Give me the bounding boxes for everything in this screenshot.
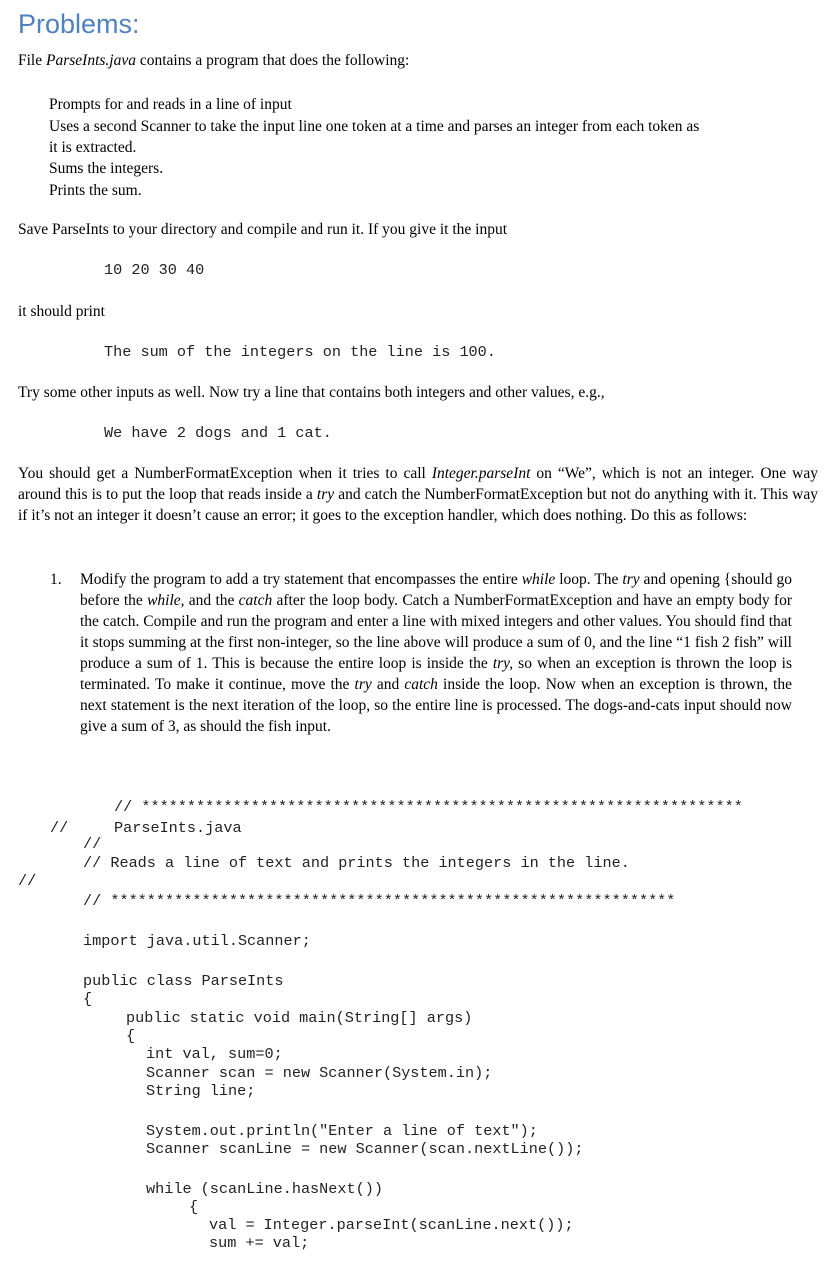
- code-scanner: Scanner scan = new Scanner(System.in);: [146, 1064, 493, 1082]
- item-text-italic: while,: [147, 592, 185, 609]
- exception-text-a: You should get a NumberFormatException when it tries to call: [18, 465, 432, 482]
- code-filename-comment: ParseInts.java: [114, 819, 242, 837]
- should-print-label: it should print: [18, 303, 105, 320]
- try-other-inputs: Try some other inputs as well. Now try a line that contains both integers and other values, e.g.,: [18, 384, 605, 401]
- code-sum: sum += val;: [209, 1234, 310, 1252]
- step-scanner-cont: it is extracted.: [49, 139, 137, 156]
- item-number: 1.: [50, 571, 62, 588]
- exception-text-c: on “We”, which is not an integer. One way around this is to put the loop that reads inside a: [18, 465, 818, 503]
- exception-paragraph: [18, 463, 818, 526]
- item-text-italic: try,: [492, 655, 514, 672]
- item-text: after the loop body. Catch a NumberFormatException and have an empty body for the catch. Compile and run the program and enter a line with mixed integers and other values. You should find that it stops summing at the first non-integer, so the line above will produce a sum of 0, and the line “1 fish 2 fish” will produce a sum of 1. This is because the entire loop is inside the: [80, 592, 792, 672]
- item-text: and opening {should go before the: [80, 571, 793, 609]
- page-title: Problems:: [18, 9, 140, 39]
- item-text: and: [371, 676, 405, 693]
- code-comment-blank: //: [83, 835, 102, 853]
- step-print: Prints the sum.: [49, 182, 142, 199]
- intro-line: [18, 50, 409, 71]
- item-text-italic: while: [521, 571, 556, 588]
- item-text: so when an exception is thrown the loop is terminated. To make it continue, move the: [80, 655, 792, 693]
- code-header-stars: // ******************************************************************: [114, 798, 743, 816]
- code-brace: {: [189, 1198, 199, 1216]
- code-footer-stars: // **************************************************************: [83, 892, 676, 910]
- intro-prefix: File: [18, 52, 46, 69]
- exception-text-parseint: Integer.parseInt: [431, 465, 531, 482]
- code-description-comment: // Reads a line of text and prints the integers in the line.: [83, 854, 630, 872]
- code-vars: int val, sum=0;: [146, 1045, 283, 1063]
- code-brace: {: [126, 1027, 136, 1045]
- code-class-decl: public class ParseInts: [83, 972, 284, 990]
- item-text: loop. The: [555, 571, 623, 588]
- item-text-italic: catch: [238, 592, 273, 609]
- intro-filename: ParseInts.java: [46, 52, 136, 69]
- code-main-decl: public static void main(String[] args): [126, 1009, 473, 1027]
- item-text-italic: try: [622, 571, 640, 588]
- code-scanline: Scanner scanLine = new Scanner(scan.nextLine());: [146, 1140, 584, 1158]
- code-comment-blank-2: //: [18, 872, 37, 890]
- item-1-text: [80, 569, 792, 737]
- output-example: The sum of the integers on the line is 100.: [104, 343, 496, 361]
- code-while: while (scanLine.hasNext()): [146, 1180, 383, 1198]
- item-text: Modify the program to add a try statement that encompasses the entire: [80, 571, 522, 588]
- code-comment-slashes: //: [50, 819, 69, 837]
- step-sum: Sums the integers.: [49, 160, 164, 177]
- exception-text-e: and catch the NumberFormatException but not do anything with it. This way if it’s not an integer it doesn’t cause an error; it goes to the exception handler, which does nothing. Do this as follows:: [18, 486, 819, 524]
- code-import: import java.util.Scanner;: [83, 932, 311, 950]
- mixed-input-example: We have 2 dogs and 1 cat.: [104, 424, 332, 442]
- item-text-italic: catch: [404, 676, 438, 693]
- code-parseint: val = Integer.parseInt(scanLine.next());: [209, 1216, 574, 1234]
- step-read-input: Prompts for and reads in a line of input: [49, 96, 292, 113]
- item-text: and the: [184, 592, 239, 609]
- exception-text-try: try: [316, 486, 335, 503]
- step-scanner: Uses a second Scanner to take the input line one token at a time and parses an integer from each token as: [49, 118, 700, 135]
- input-example: 10 20 30 40: [104, 261, 205, 279]
- code-println: System.out.println("Enter a line of text");: [146, 1122, 538, 1140]
- save-instructions: Save ParseInts to your directory and compile and run it. If you give it the input: [18, 221, 507, 238]
- code-brace: {: [83, 990, 93, 1008]
- item-text: inside the loop. Now when an exception is thrown, the next statement is the next iteration of the loop, so the entire line is processed. The dogs-and-cats input should now give a sum of 3, as should the fish input.: [80, 676, 792, 735]
- code-line-var: String line;: [146, 1082, 256, 1100]
- intro-suffix: contains a program that does the following:: [135, 52, 410, 69]
- item-text-italic: try: [354, 676, 372, 693]
